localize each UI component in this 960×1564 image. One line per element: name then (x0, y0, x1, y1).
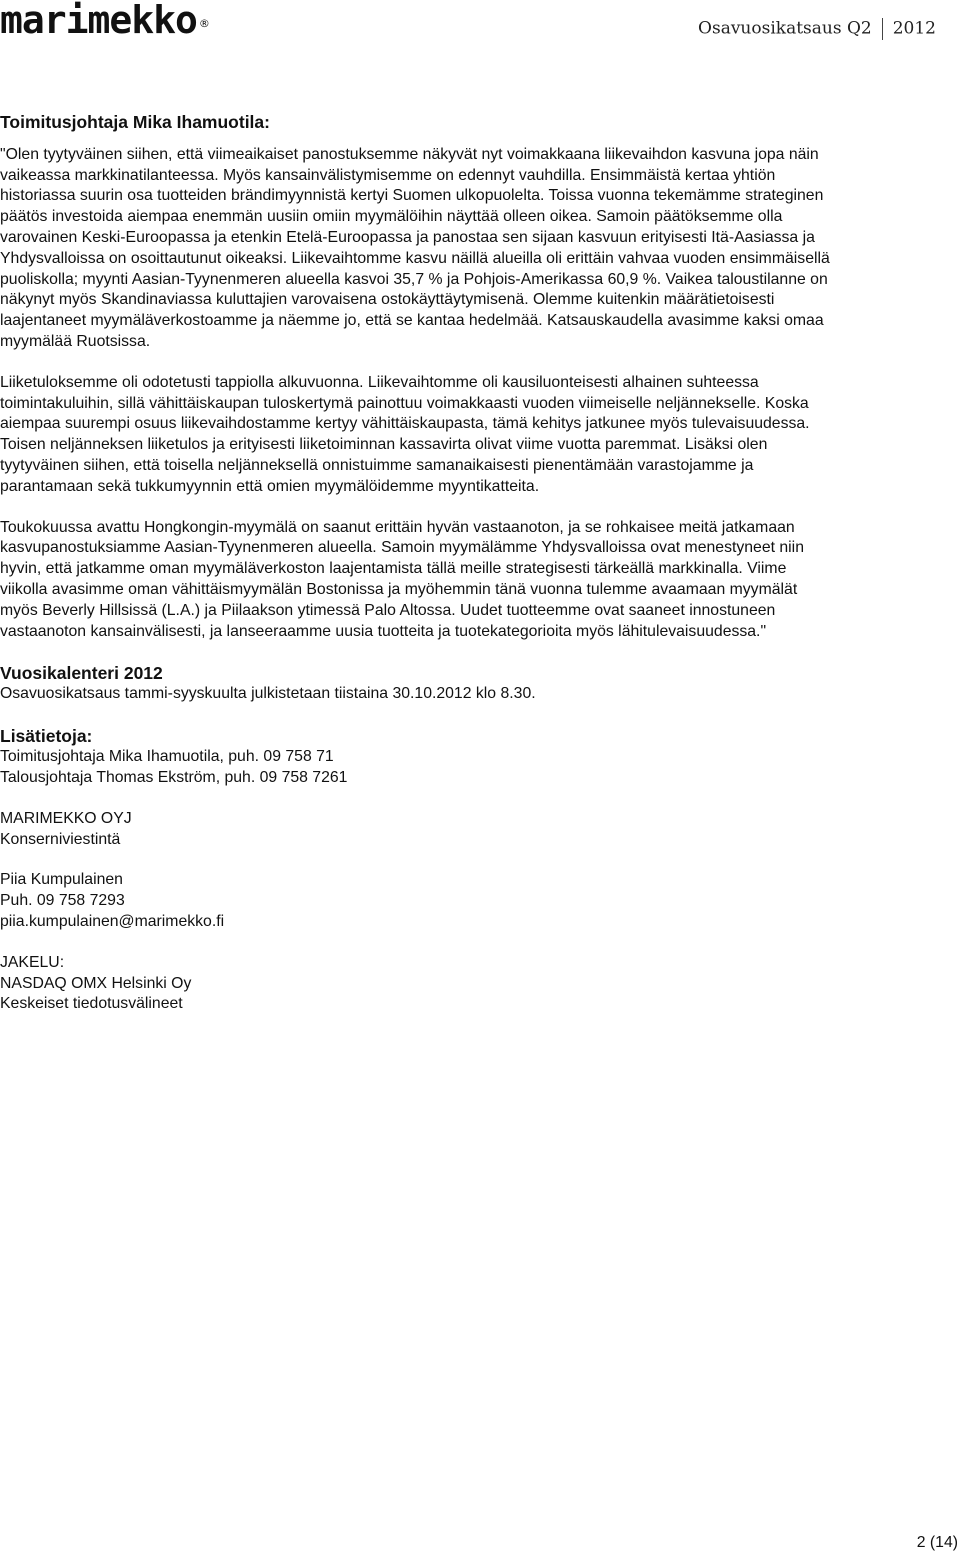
ceo-paragraph-1 (0, 145, 950, 353)
registered-mark: ® (198, 17, 209, 30)
header-divider (882, 18, 883, 40)
text-line: kasvupanostuksiamme Aasian-Tyynenmeren alueella. Samoin myymälämme Yhdysvalloissa ovat menestyneet niin (0, 539, 804, 557)
text-line: hyvin, että jatkamme oman myymäläverkoston laajentamista tällä meille strategisesti tärkeällä markkinalla. Viime (0, 560, 787, 578)
text-line: historiassa suurin osa tuotteiden brändimyynnistä kertyi Suomen ulkopuolelta. Toissa vuonna tekemämme strateginen (0, 187, 824, 205)
calendar-text: Osavuosikatsaus tammi-syyskuulta julkistetaan tiistaina 30.10.2012 klo 8.30. (0, 685, 536, 703)
document-body (0, 112, 950, 1015)
text-line: vastaanoton kansainvälisesti, ja lanseeraamme uusia tuotteita ja tuotekategorioita myös lähitulevaisuudessa." (0, 622, 767, 640)
paragraph-gap (0, 353, 950, 373)
contact-line: Toimitusjohtaja Mika Ihamuotila, puh. 09 758 71 (0, 748, 334, 766)
report-title: Osavuosikatsaus Q2 (698, 18, 872, 39)
ceo-heading: Toimitusjohtaja Mika Ihamuotila: (0, 112, 270, 132)
text-line: vaikeassa markkinatilanteessa. Myös kansainvälistymisemme on edennyt vauhdilla. Ensimmäistä kertaa yhtiön (0, 166, 776, 184)
paragraph-gap (0, 498, 950, 518)
company-block (0, 809, 950, 851)
report-year: 2012 (892, 18, 936, 39)
calendar-heading: Vuosikalenteri 2012 (0, 663, 163, 684)
text-line: Liiketuloksemme oli odotetusti tappiolla alkuvuonna. Liikevaihtomme oli kausiluonteisesti alhainen suhteessa (0, 373, 759, 391)
marimekko-logo (0, 0, 209, 40)
text-line: puoliskolla; myynti Aasian-Tyynenmeren alueella kasvoi 35,7 % ja Pohjois-Amerikassa 60,9 %. Vaikea taloustilanne on (0, 270, 828, 288)
distribution-label: JAKELU: (0, 953, 65, 971)
ceo-paragraph-3 (0, 518, 950, 643)
contact-line: Talousjohtaja Thomas Ekström, puh. 09 758 7261 (0, 768, 348, 786)
paragraph-gap (0, 933, 950, 953)
text-line: viikolla avasimme oman vähittäismyymälän Bostonissa ja myöhemmin tänä vuonna tulemme avaamaan myymälät (0, 580, 798, 598)
text-line: parantamaan sekä tukkumyynnin että omien myymälöidemme myyntikatteita. (0, 477, 540, 495)
text-line: tyytyväinen siihen, että toisella neljänneksellä onnistuimme samanaikaisesti pienentämään varastojamme ja (0, 456, 754, 474)
info-heading: Lisätietoja: (0, 726, 93, 747)
paragraph-gap (0, 850, 950, 870)
contact-phone: Puh. 09 758 7293 (0, 892, 125, 910)
company-name: MARIMEKKO OYJ (0, 809, 132, 827)
ceo-paragraph-2 (0, 373, 950, 498)
paragraph-gap (0, 789, 950, 809)
paragraph-gap (0, 642, 950, 662)
report-header (698, 18, 936, 40)
text-line: toimintakuluihin, sillä vähittäiskaupan tuloskertymä painottuu voimakkaasti vuoden viimeiselle neljännekselle. Koska (0, 394, 809, 412)
contact-email: piia.kumpulainen@marimekko.fi (0, 912, 225, 930)
text-line: näkynyt myös Skandinaviassa kuluttajien varovaisena ostokäyttäytymisenä. Olemme kuitenkin määrätietoisesti (0, 291, 775, 309)
text-line: aiempaa suurempi osuus liikevaihdostamme kertyy vähittäiskaupasta, tämä kehitys jatkunee myös tulevaisuudessa. (0, 415, 810, 433)
text-line: varovainen Keski-Euroopassa ja etenkin Etelä-Euroopassa ja panostaa sen sijaan kasvuun erityisesti Itä-Aasiassa ja (0, 228, 815, 246)
info-contacts (0, 747, 950, 789)
text-line: laajentaneet myymäläverkostoamme ja näemme jo, että se kantaa hedelmää. Katsauskaudella avasimme kaksi omaa (0, 312, 824, 330)
distribution-block (0, 953, 950, 1015)
company-department: Konserniviestintä (0, 830, 121, 848)
text-line: myymälää Ruotsissa. (0, 332, 151, 350)
text-line: Toukokuussa avattu Hongkongin-myymälä on saanut erittäin hyvän vastaanoton, ja se rohkaisee meitä jatkamaan (0, 518, 795, 536)
text-line: "Olen tyytyväinen siihen, että viimeaikaiset panostuksemme näkyvät nyt voimakkaana liikevaihdon kasvuna jopa näin (0, 145, 819, 163)
page-number: 2 (14) (916, 1534, 958, 1551)
contact-block (0, 870, 950, 932)
text-line: myös Beverly Hillsissä (L.A.) ja Piilaakson ytimessä Palo Altossa. Uudet tuotteemme ovat saaneet innostuneen (0, 601, 776, 619)
distribution-item: NASDAQ OMX Helsinki Oy (0, 974, 192, 992)
logo-text: marimekko (0, 0, 197, 42)
text-line: Yhdysvalloissa on osoittautunut oikeaksi. Liikevaihtomme kasvu näillä alueilla oli erittäin vahvaa vuoden ensimmäisellä (0, 249, 830, 267)
distribution-item: Keskeiset tiedotusvälineet (0, 995, 183, 1013)
contact-name: Piia Kumpulainen (0, 871, 123, 889)
paragraph-gap (0, 705, 950, 725)
text-line: päätös investoida aiempaa enemmän uusiin omiin myymälöihin näyttää olleen oikea. Samoin päätöksemme olla (0, 208, 783, 226)
text-line: Toisen neljänneksen liiketulos ja erityisesti liiketoiminnan kassavirta olivat viime vuotta paremmat. Lisäksi olen (0, 436, 768, 454)
